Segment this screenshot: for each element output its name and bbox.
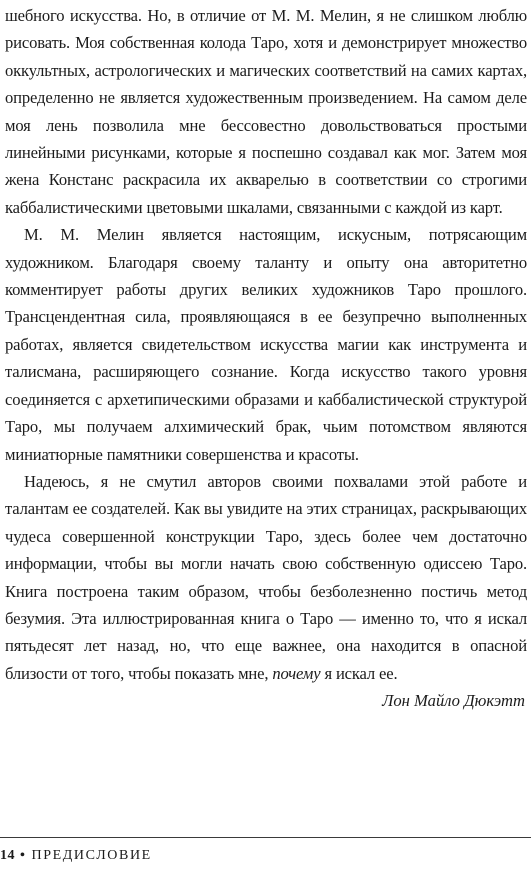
- paragraph-3-italic-word: почему: [272, 663, 321, 683]
- paragraph-1: шебного искусства. Но, в отличие от М. М. Мелин, я не слишком люблю рисовать. Моя собственная колода Таро, хотя и демонстрирует множество оккультных, астрологических и магических соответствий на самих картах, определенно не является художественным произведением. На самом деле моя лень позволила мне бессовестно довольствоваться простыми линейными рисунками, которые я поспешно создавал как мог. Затем моя жена Констанс раскрасила их акварелью в соответствии со строгими каббалистическими цветовыми шкалами, связанными с каждой из карт.: [5, 6, 527, 217]
- paragraph-3-text-end: я искал ее.: [320, 663, 398, 683]
- paragraph-3-text-start: Надеюсь, я не смутил авторов своими похвалами этой работе и талантам ее создателей. Как вы увидите на этих страницах, раскрывающих чудеса совершенной конструкции Таро, здесь более чем достаточно информации, чтобы вы могли начать свою собственную одиссею Таро. Книга построена таким образом, чтобы безболезненно постичь метод безумия. Эта иллюстрированная книга о Таро — именно то, что я искал пятьдесят лет назад, но, что еще важнее, она находится в опасной близости от того, чтобы показать мне,: [5, 471, 527, 683]
- footer-bullet: •: [20, 848, 27, 863]
- page-footer: [0, 848, 152, 864]
- section-title: ПРЕДИСЛОВИЕ: [31, 848, 152, 863]
- page-number: 14: [0, 848, 15, 863]
- page-body: [5, 2, 527, 715]
- footer-divider: [0, 837, 531, 838]
- paragraph-2: М. М. Мелин является настоящим, искусным, потрясающим художником. Благодаря своему таланту и опыту она авторитетно комментирует работы других великих художников Таро прошлого. Трансцендентная сила, проявляющаяся в ее безупречно выполненных работах, является свидетельством искусства магии как инструмента и талисмана, расширяющего сознание. Когда искусство такого уровня соединяется с архетипическими образами и каббалистической структурой Таро, мы получаем алхимический брак, чьим потомством являются миниатюрные памятники совершенства и красоты.: [5, 225, 527, 464]
- author-signature: Лон Майло Дюкэтт: [382, 691, 525, 711]
- paragraph-3: [5, 468, 527, 687]
